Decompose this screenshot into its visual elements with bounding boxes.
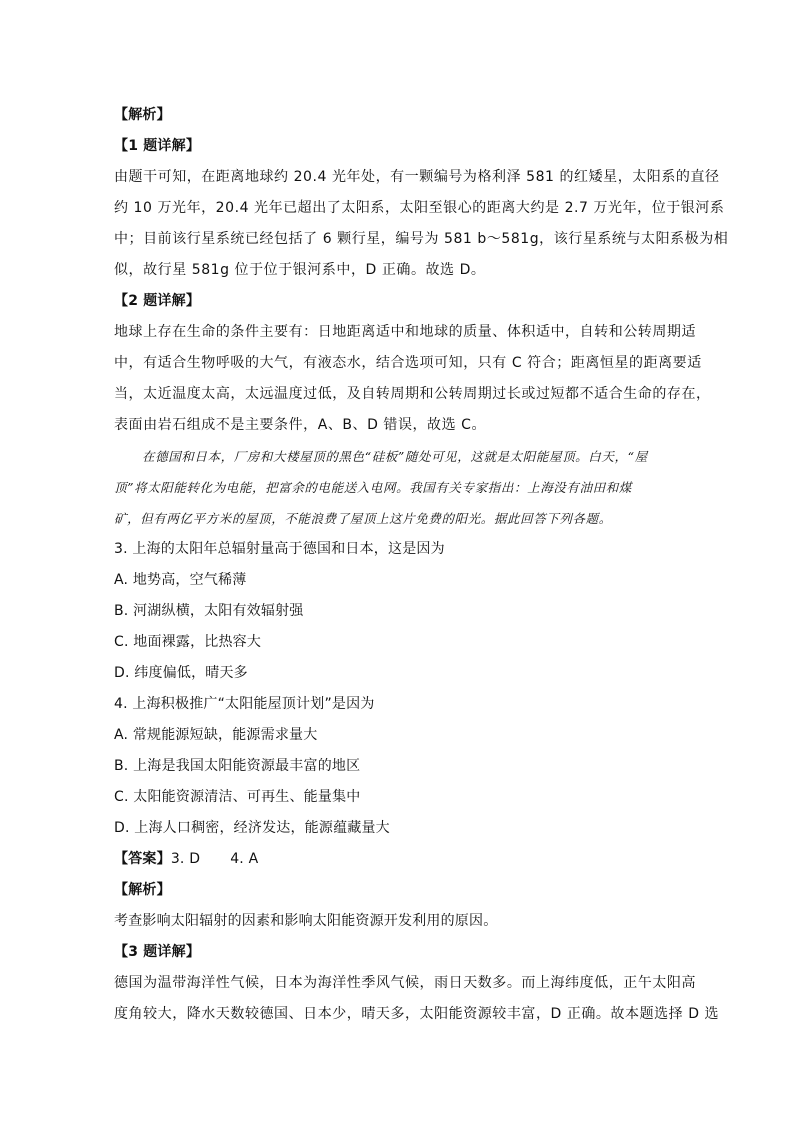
q1-explanation-line: 似，故行星 581g 位于位于银河系中，D 正确。故选 D。 bbox=[114, 262, 486, 278]
q2-explanation-line: 当，太近温度太高，太远温度过低，及自转周期和公转周期过长或过短都不适合生命的存在， bbox=[114, 386, 711, 402]
reading-passage-line: 矿，但有两亿平方米的屋顶，不能浪费了屋顶上这片免费的阳光。据此回答下列各题。 bbox=[114, 511, 612, 526]
q3-explanation-line: 度角较大，降水天数较德国、日本少，晴天多，太阳能资源较丰富，D 正确。故本题选择 D 选 bbox=[114, 1006, 720, 1022]
document-page bbox=[114, 100, 729, 1030]
q1-detail-header: 【1 题详解】 bbox=[114, 138, 201, 154]
analysis-intro: 考查影响太阳辐射的因素和影响太阳能资源开发利用的原因。 bbox=[114, 913, 498, 929]
q2-detail-header: 【2 题详解】 bbox=[114, 293, 201, 309]
q2-explanation-line: 中，有适合生物呼吸的大气，有液态水，结合选项可知，只有 C 符合；距离恒星的距离要适 bbox=[114, 355, 702, 371]
q2-explanation-line: 表面由岩石组成不是主要条件，A、B、D 错误，故选 C。 bbox=[114, 417, 487, 433]
answer-q3: 3. D bbox=[170, 851, 201, 867]
question-4-option-a: A. 常规能源短缺，能源需求量大 bbox=[114, 727, 318, 743]
reading-passage-line: 在德国和日本，厂房和大楼屋顶的黑色“硅板”随处可见，这就是太阳能屋顶。白天，“屋 bbox=[142, 449, 648, 464]
question-4-stem: 4. 上海积极推广“太阳能屋顶计划”是因为 bbox=[114, 696, 375, 712]
q1-explanation-line: 由题干可知，在距离地球约 20.4 光年处，有一颗编号为格利泽 581 的红矮星，太阳系的直径 bbox=[114, 169, 720, 185]
answer-q4: 4. A bbox=[230, 851, 259, 867]
question-3-stem: 3. 上海的太阳年总辐射量高于德国和日本，这是因为 bbox=[114, 541, 445, 557]
reading-passage-line: 顶”将太阳能转化为电能，把富余的电能送入电网。我国有关专家指出：上海没有油田和煤 bbox=[114, 480, 632, 495]
answer-row bbox=[114, 844, 682, 875]
question-4-option-d: D. 上海人口稠密，经济发达，能源蕴藏量大 bbox=[114, 820, 390, 836]
analysis-header-2: 【解析】 bbox=[114, 882, 171, 898]
q1-explanation-line: 中；目前该行星系统已经包括了 6 颗行星，编号为 581 b～581g，该行星系统与太阳系极为相 bbox=[114, 231, 729, 247]
question-3-option-a: A. 地势高，空气稀薄 bbox=[114, 572, 247, 588]
q3-detail-header: 【3 题详解】 bbox=[114, 944, 201, 960]
q1-explanation-line: 约 10 万光年，20.4 光年已超出了太阳系，太阳至银心的距离大约是 2.7 万光年，位于银河系 bbox=[114, 200, 725, 216]
question-4-option-b: B. 上海是我国太阳能资源最丰富的地区 bbox=[114, 758, 361, 774]
question-3-option-b: B. 河湖纵横，太阳有效辐射强 bbox=[114, 603, 304, 619]
question-3-option-c: C. 地面裸露，比热容大 bbox=[114, 634, 262, 650]
question-3-option-d: D. 纬度偏低，晴天多 bbox=[114, 665, 248, 681]
q3-explanation-line: 德国为温带海洋性气候，日本为海洋性季风气候，雨日天数多。而上海纬度低，正午太阳高 bbox=[114, 975, 696, 991]
question-4-option-c: C. 太阳能资源清洁、可再生、能量集中 bbox=[114, 789, 361, 805]
q2-explanation-line: 地球上存在生命的条件主要有：日地距离适中和地球的质量、体积适中，自转和公转周期适 bbox=[114, 324, 696, 340]
analysis-header: 【解析】 bbox=[114, 107, 171, 123]
answer-label: 【答案】 bbox=[114, 851, 171, 867]
